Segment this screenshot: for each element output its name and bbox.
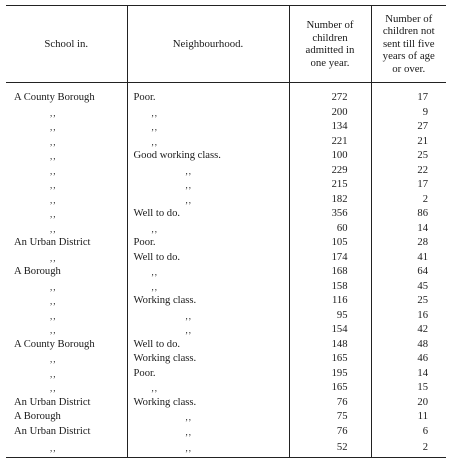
cell-neighbourhood: ,,	[127, 106, 289, 121]
cell-not-sent: 14	[417, 222, 428, 234]
header-admitted-line: children	[312, 31, 348, 44]
cell-neighbourhood: ,,	[127, 135, 289, 150]
cell-neighbourhood: ,,	[127, 193, 289, 208]
table-row	[6, 222, 446, 237]
cell-school: ,,	[6, 294, 127, 309]
cell-not-sent: 28	[417, 237, 428, 248]
cell-neighbourhood: Working class.	[127, 352, 289, 367]
cell-neighbourhood: ,,	[127, 164, 289, 179]
cell-neighbourhood: Good working class.	[127, 149, 289, 164]
cell-not-sent: 25	[417, 295, 428, 306]
header-not-sent-line: children not	[382, 25, 435, 38]
table-row	[6, 83, 446, 106]
cell-neighbourhood: ,,	[127, 425, 289, 440]
cell-school: An Urban District	[6, 396, 127, 411]
cell-not-sent: 46	[417, 353, 428, 364]
cell-neighbourhood: ,,	[127, 323, 289, 338]
table-row	[6, 381, 446, 396]
table-row	[6, 135, 446, 150]
header-school: School in.	[6, 6, 127, 83]
cell-neighbourhood: ,,	[127, 222, 289, 237]
cell-school: ,,	[6, 207, 127, 222]
cell-school: An Urban District	[6, 425, 127, 440]
cell-neighbourhood: ,,	[127, 120, 289, 135]
table-row	[6, 425, 446, 440]
table-row	[6, 164, 446, 179]
table-row	[6, 251, 446, 266]
cell-admitted: 182	[289, 193, 371, 208]
cell-admitted: 168	[289, 265, 371, 280]
cell-admitted: 116	[289, 294, 371, 309]
cell-admitted: 95	[289, 309, 371, 324]
cell-admitted: 200	[289, 106, 371, 121]
header-admitted-line: one year.	[310, 56, 350, 69]
cell-admitted: 154	[289, 323, 371, 338]
cell-not-sent: 2	[422, 193, 428, 205]
table-row	[6, 367, 446, 382]
cell-neighbourhood: Working class.	[127, 294, 289, 309]
cell-not-sent: 17	[417, 179, 428, 190]
table-row	[6, 323, 446, 338]
cell-neighbourhood: ,,	[127, 381, 289, 396]
cell-school: ,,	[6, 106, 127, 121]
cell-school: An Urban District	[6, 236, 127, 251]
table-row	[6, 309, 446, 324]
cell-not-sent: 41	[417, 251, 428, 263]
cell-not-sent: 9	[422, 106, 428, 118]
cell-not-sent: 17	[417, 92, 428, 103]
cell-not-sent: 21	[417, 135, 428, 147]
cell-not-sent: 2	[371, 439, 446, 458]
cell-neighbourhood: ,,	[127, 410, 289, 425]
cell-neighbourhood: Poor.	[127, 236, 289, 251]
cell-neighbourhood: ,,	[127, 280, 289, 295]
cell-neighbourhood: ,,	[127, 309, 289, 324]
cell-school: A County Borough	[6, 338, 127, 353]
cell-admitted: 165	[289, 352, 371, 367]
header-neighbourhood: Neighbourhood.	[127, 6, 289, 83]
cell-not-sent: 27	[417, 121, 428, 132]
cell-neighbourhood: Poor.	[127, 367, 289, 382]
cell-not-sent: 25	[417, 150, 428, 161]
cell-school: A Borough	[6, 410, 127, 425]
cell-admitted: 215	[289, 178, 371, 193]
cell-school: ,,	[6, 222, 127, 237]
header-not-sent-line: Number of	[385, 12, 433, 25]
header-not-sent-line: years of age	[382, 50, 435, 63]
cell-admitted: 75	[289, 410, 371, 425]
cell-not-sent: 42	[417, 324, 428, 335]
cell-admitted: 174	[289, 251, 371, 266]
cell-admitted: 52	[289, 439, 371, 458]
header-not-sent-line: or over.	[392, 62, 426, 75]
cell-neighbourhood: Working class.	[127, 396, 289, 411]
cell-school: ,,	[6, 178, 127, 193]
table-row	[6, 439, 446, 458]
cell-school: ,,	[6, 439, 127, 458]
table-row	[6, 338, 446, 353]
cell-admitted: 158	[289, 280, 371, 295]
cell-admitted: 76	[289, 425, 371, 440]
cell-admitted: 76	[289, 396, 371, 411]
cell-admitted: 165	[289, 381, 371, 396]
cell-admitted: 221	[289, 135, 371, 150]
table-row	[6, 193, 446, 208]
cell-school: ,,	[6, 367, 127, 382]
table-row	[6, 106, 446, 121]
cell-school: ,,	[6, 280, 127, 295]
cell-not-sent: 6	[422, 425, 428, 437]
cell-not-sent: 16	[417, 309, 428, 321]
table-row	[6, 120, 446, 135]
cell-school: ,,	[6, 120, 127, 135]
cell-neighbourhood: ,,	[127, 178, 289, 193]
cell-school: ,,	[6, 149, 127, 164]
table-row	[6, 396, 446, 411]
header-admitted-line: admitted in	[305, 44, 355, 56]
cell-not-sent: 48	[417, 338, 428, 350]
cell-admitted: 195	[289, 367, 371, 382]
cell-school: A Borough	[6, 265, 127, 280]
header-admitted	[289, 6, 371, 83]
cell-not-sent: 64	[417, 266, 428, 277]
cell-not-sent: 14	[417, 367, 428, 379]
table-row	[6, 236, 446, 251]
cell-school: ,,	[6, 135, 127, 150]
cell-admitted: 272	[289, 83, 371, 106]
cell-neighbourhood: ,,	[127, 439, 289, 458]
cell-admitted: 100	[289, 149, 371, 164]
table-row	[6, 207, 446, 222]
table-row	[6, 294, 446, 309]
cell-admitted: 148	[289, 338, 371, 353]
cell-not-sent: 86	[417, 208, 428, 219]
cell-neighbourhood: Well to do.	[127, 207, 289, 222]
statistics-table	[6, 5, 446, 458]
cell-school: A County Borough	[6, 83, 127, 106]
cell-neighbourhood: Poor.	[127, 83, 289, 106]
cell-school: ,,	[6, 164, 127, 179]
cell-not-sent: 22	[417, 164, 428, 176]
table-row	[6, 178, 446, 193]
cell-not-sent: 11	[417, 411, 428, 422]
cell-admitted: 105	[289, 236, 371, 251]
cell-not-sent: 20	[417, 396, 428, 408]
table-row	[6, 149, 446, 164]
header-admitted-line: Number of	[306, 19, 354, 31]
header-not-sent	[371, 6, 446, 83]
cell-neighbourhood: ,,	[127, 265, 289, 280]
cell-school: ,,	[6, 381, 127, 396]
table-row	[6, 265, 446, 280]
header-not-sent-line: sent till five	[382, 37, 435, 50]
cell-school: ,,	[6, 352, 127, 367]
cell-not-sent: 15	[417, 382, 428, 393]
cell-admitted: 229	[289, 164, 371, 179]
cell-admitted: 134	[289, 120, 371, 135]
cell-not-sent: 45	[417, 280, 428, 292]
table-row	[6, 280, 446, 295]
cell-neighbourhood: Well to do.	[127, 251, 289, 266]
cell-admitted: 60	[289, 222, 371, 237]
cell-school: ,,	[6, 193, 127, 208]
header-row	[6, 6, 446, 83]
cell-school: ,,	[6, 323, 127, 338]
table-body	[6, 83, 446, 458]
cell-neighbourhood: Well to do.	[127, 338, 289, 353]
cell-school: ,,	[6, 251, 127, 266]
cell-school: ,,	[6, 309, 127, 324]
table-row	[6, 352, 446, 367]
cell-admitted: 356	[289, 207, 371, 222]
table-row	[6, 410, 446, 425]
